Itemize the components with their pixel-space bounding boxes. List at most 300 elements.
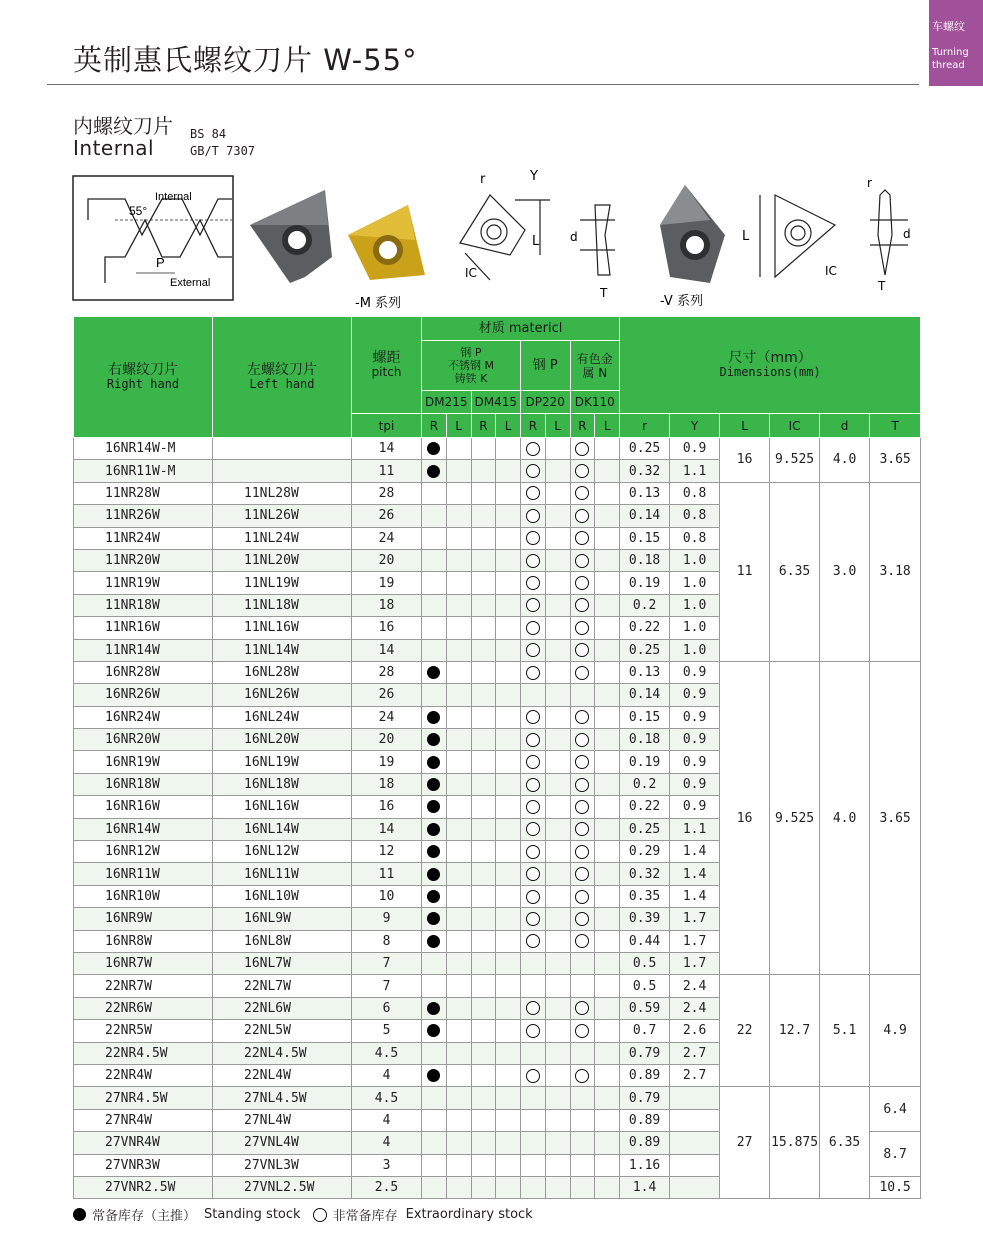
stock-cell — [595, 885, 620, 907]
header-material: 材质 matericl — [422, 317, 620, 341]
stock-cell — [570, 751, 595, 773]
stock-cell — [521, 952, 546, 974]
stock-cell — [496, 1020, 521, 1042]
header-right-zh: 右螺纹刀片 — [108, 362, 178, 378]
extra-stock-icon — [526, 598, 540, 612]
extra-stock-icon — [526, 912, 540, 926]
extra-stock-icon — [526, 554, 540, 568]
stock-cell — [545, 1132, 570, 1154]
stock-cell — [521, 818, 546, 840]
stock-cell — [521, 438, 546, 460]
stock-cell — [446, 617, 471, 639]
stock-cell — [545, 997, 570, 1019]
stock-cell — [471, 908, 496, 930]
stock-cell — [496, 706, 521, 728]
stock-cell — [446, 706, 471, 728]
dim-t: 3.18 — [870, 482, 921, 661]
dim-y: 1.4 — [670, 885, 720, 907]
stock-cell — [496, 796, 521, 818]
stock-cell — [471, 617, 496, 639]
stock-cell — [496, 505, 521, 527]
left-hand-code: 27VNL3W — [213, 1154, 352, 1176]
stock-cell — [471, 1087, 496, 1109]
pitch-tpi: 11 — [352, 460, 422, 482]
stock-cell — [521, 729, 546, 751]
stock-cell — [545, 460, 570, 482]
dim-y: 1.0 — [670, 549, 720, 571]
stock-cell — [496, 863, 521, 885]
stock-cell — [595, 460, 620, 482]
pitch-tpi: 5 — [352, 1020, 422, 1042]
extra-stock-icon — [526, 666, 540, 680]
dim-y: 2.4 — [670, 997, 720, 1019]
stock-cell — [496, 1064, 521, 1086]
stock-cell — [446, 1176, 471, 1198]
dim-d: 6.35 — [820, 1087, 870, 1199]
header-dim-en: Dimensions(mm) — [719, 365, 821, 379]
extra-stock-ring-icon — [313, 1208, 327, 1222]
dim-y: 1.1 — [670, 460, 720, 482]
stock-cell — [471, 885, 496, 907]
dim-r: 0.22 — [620, 796, 670, 818]
table-row — [74, 661, 921, 683]
section-heading-zh: 内螺纹刀片 — [73, 114, 173, 138]
stock-cell — [545, 1176, 570, 1198]
left-hand-code: 11NL18W — [213, 594, 352, 616]
left-hand-code: 27NL4.5W — [213, 1087, 352, 1109]
left-hand-code: 11NL28W — [213, 482, 352, 504]
thread-profile-diagram — [73, 176, 233, 300]
right-hand-code: 16NR9W — [74, 908, 213, 930]
stock-cell — [570, 885, 595, 907]
stock-cell — [422, 930, 447, 952]
extra-stock-icon — [526, 486, 540, 500]
extra-stock-icon — [526, 733, 540, 747]
left-hand-code: 16NL20W — [213, 729, 352, 751]
extra-stock-icon — [526, 464, 540, 478]
stock-cell — [471, 1109, 496, 1131]
standing-stock-icon — [427, 912, 440, 925]
stock-cell — [496, 751, 521, 773]
section-tab-en-1: Turning — [932, 47, 969, 58]
dim-r: 0.14 — [620, 505, 670, 527]
stock-cell — [446, 885, 471, 907]
stock-cell — [446, 527, 471, 549]
pitch-tpi: 2.5 — [352, 1176, 422, 1198]
stock-cell — [570, 460, 595, 482]
stock-cell — [545, 796, 570, 818]
stock-cell — [496, 952, 521, 974]
stock-cell — [496, 975, 521, 997]
stock-cell — [595, 997, 620, 1019]
stock-cell — [422, 1020, 447, 1042]
left-hand-code: 22NL5W — [213, 1020, 352, 1042]
right-hand-code: 16NR14W-M — [74, 438, 213, 460]
label-internal: Internal — [155, 191, 192, 203]
stock-cell — [521, 908, 546, 930]
pitch-tpi: 20 — [352, 729, 422, 751]
extra-stock-icon — [526, 890, 540, 904]
right-hand-code: 11NR24W — [74, 527, 213, 549]
label-y-m: Y — [530, 169, 538, 184]
stock-cell — [521, 885, 546, 907]
stock-cell — [595, 684, 620, 706]
dim-r: 0.18 — [620, 549, 670, 571]
header-rl: L — [545, 414, 570, 438]
dim-y: 0.9 — [670, 706, 720, 728]
stock-cell — [471, 1154, 496, 1176]
insert-m-side-view — [580, 205, 615, 275]
dim-r: 0.2 — [620, 773, 670, 795]
dim-r: 0.32 — [620, 460, 670, 482]
legend-standing-en: Standing stock — [204, 1207, 301, 1222]
dim-t: 3.65 — [870, 661, 921, 974]
grp3-line-1: 有色金 — [576, 351, 613, 366]
stock-cell — [570, 482, 595, 504]
stock-cell — [521, 1042, 546, 1064]
dim-l: 27 — [720, 1087, 770, 1199]
stock-cell — [521, 1132, 546, 1154]
extra-stock-icon — [575, 643, 589, 657]
stock-cell — [446, 572, 471, 594]
stock-cell — [471, 751, 496, 773]
right-hand-code: 16NR11W — [74, 863, 213, 885]
stock-cell — [570, 1154, 595, 1176]
standing-stock-icon — [427, 666, 440, 679]
stock-cell — [446, 460, 471, 482]
right-hand-code: 11NR18W — [74, 594, 213, 616]
stock-cell — [471, 1020, 496, 1042]
stock-cell — [446, 661, 471, 683]
stock-cell — [595, 1064, 620, 1086]
header-dim-zh: 尺寸（mm） — [728, 350, 812, 366]
insert-v-grey-image — [660, 185, 725, 283]
stock-cell — [496, 684, 521, 706]
header-material-group-2: 钢 P — [521, 341, 571, 391]
header-rl: L — [496, 414, 521, 438]
title-divider — [47, 84, 919, 85]
pitch-tpi: 24 — [352, 527, 422, 549]
stock-cell — [570, 930, 595, 952]
table-row — [74, 1087, 921, 1109]
header-dim-d: d — [820, 414, 870, 438]
dim-y — [670, 1176, 720, 1198]
dim-r: 0.59 — [620, 997, 670, 1019]
stock-cell — [595, 706, 620, 728]
stock-cell — [521, 527, 546, 549]
stock-cell — [570, 841, 595, 863]
pitch-tpi: 11 — [352, 863, 422, 885]
stock-cell — [545, 639, 570, 661]
extra-stock-icon — [575, 710, 589, 724]
stock-cell — [570, 438, 595, 460]
dim-r: 0.18 — [620, 729, 670, 751]
stock-cell — [471, 796, 496, 818]
right-hand-code: 27NR4W — [74, 1109, 213, 1131]
header-rl: R — [570, 414, 595, 438]
dim-ic: 9.525 — [770, 438, 820, 483]
dim-ic: 6.35 — [770, 482, 820, 661]
stock-cell — [446, 975, 471, 997]
header-dim-t: T — [870, 414, 921, 438]
stock-cell — [545, 818, 570, 840]
stock-cell — [545, 908, 570, 930]
right-hand-code: 16NR24W — [74, 706, 213, 728]
left-hand-code: 22NL7W — [213, 975, 352, 997]
stock-cell — [570, 1042, 595, 1064]
stock-cell — [545, 751, 570, 773]
stock-cell — [496, 729, 521, 751]
right-hand-code: 16NR26W — [74, 684, 213, 706]
dim-r: 0.2 — [620, 594, 670, 616]
extra-stock-icon — [575, 1069, 589, 1083]
standard-bs: BS 84 — [190, 127, 227, 141]
stock-cell — [570, 661, 595, 683]
pitch-tpi: 12 — [352, 841, 422, 863]
stock-cell — [496, 1042, 521, 1064]
pitch-tpi: 18 — [352, 594, 422, 616]
pitch-tpi: 9 — [352, 908, 422, 930]
extra-stock-icon — [575, 755, 589, 769]
stock-cell — [471, 639, 496, 661]
extra-stock-icon — [526, 778, 540, 792]
right-hand-code: 11NR26W — [74, 505, 213, 527]
right-hand-code: 16NR12W — [74, 841, 213, 863]
dim-r: 0.89 — [620, 1064, 670, 1086]
extra-stock-icon — [526, 621, 540, 635]
header-dim-l: L — [720, 414, 770, 438]
stock-cell — [446, 1064, 471, 1086]
pitch-tpi: 14 — [352, 438, 422, 460]
stock-cell — [570, 572, 595, 594]
left-hand-code: 27NL4W — [213, 1109, 352, 1131]
stock-cell — [496, 997, 521, 1019]
right-hand-code: 16NR14W — [74, 818, 213, 840]
stock-cell — [521, 661, 546, 683]
stock-cell — [446, 796, 471, 818]
stock-cell — [422, 863, 447, 885]
dim-r: 0.79 — [620, 1042, 670, 1064]
standing-stock-icon — [427, 845, 440, 858]
stock-cell — [446, 751, 471, 773]
dim-r: 0.13 — [620, 661, 670, 683]
standing-stock-icon — [427, 1002, 440, 1015]
stock-cell — [545, 527, 570, 549]
legend-extra-zh: 非常备库存 — [332, 1209, 398, 1224]
pitch-tpi: 24 — [352, 706, 422, 728]
pitch-tpi: 10 — [352, 885, 422, 907]
stock-cell — [471, 863, 496, 885]
right-hand-code: 16NR11W-M — [74, 460, 213, 482]
stock-cell — [595, 572, 620, 594]
stock-cell — [595, 1176, 620, 1198]
pitch-tpi: 16 — [352, 617, 422, 639]
left-hand-code — [213, 438, 352, 460]
stock-cell — [422, 594, 447, 616]
dim-y: 0.9 — [670, 684, 720, 706]
stock-cell — [422, 997, 447, 1019]
stock-cell — [422, 818, 447, 840]
label-pitch: P — [156, 255, 165, 270]
dim-r: 0.39 — [620, 908, 670, 930]
label-ic-m: IC — [465, 266, 477, 280]
stock-cell — [521, 482, 546, 504]
stock-cell — [422, 952, 447, 974]
stock-cell — [521, 549, 546, 571]
stock-cell — [595, 505, 620, 527]
stock-cell — [471, 1042, 496, 1064]
stock-cell — [570, 975, 595, 997]
standing-stock-icon — [427, 711, 440, 724]
extra-stock-icon — [575, 890, 589, 904]
stock-cell — [595, 975, 620, 997]
dim-l: 22 — [720, 975, 770, 1087]
stock-cell — [570, 908, 595, 930]
stock-cell — [595, 661, 620, 683]
grp3-line-2: 属 N — [582, 365, 608, 380]
left-hand-code: 27VNL4W — [213, 1132, 352, 1154]
stock-cell — [422, 1042, 447, 1064]
right-hand-code: 11NR16W — [74, 617, 213, 639]
header-left-en: Left hand — [249, 377, 315, 391]
stock-cell — [422, 773, 447, 795]
stock-cell — [545, 729, 570, 751]
extra-stock-icon — [526, 531, 540, 545]
dim-y: 0.9 — [670, 661, 720, 683]
legend-extra-en: Extraordinary stock — [405, 1207, 533, 1222]
dim-y: 1.0 — [670, 594, 720, 616]
stock-cell — [446, 930, 471, 952]
extra-stock-icon — [575, 800, 589, 814]
dim-y: 2.7 — [670, 1042, 720, 1064]
pitch-tpi: 6 — [352, 997, 422, 1019]
dim-y: 1.0 — [670, 639, 720, 661]
stock-cell — [521, 863, 546, 885]
stock-cell — [545, 1154, 570, 1176]
pitch-tpi: 16 — [352, 796, 422, 818]
stock-cell — [446, 1087, 471, 1109]
dim-y: 1.7 — [670, 952, 720, 974]
stock-cell — [595, 482, 620, 504]
extra-stock-icon — [526, 1001, 540, 1015]
extra-stock-icon — [575, 621, 589, 635]
extra-stock-icon — [575, 778, 589, 792]
stock-cell — [595, 1154, 620, 1176]
dim-y: 0.9 — [670, 796, 720, 818]
stock-cell — [446, 773, 471, 795]
stock-cell — [595, 1132, 620, 1154]
stock-cell — [496, 841, 521, 863]
section-tab[interactable] — [929, 0, 983, 86]
stock-cell — [595, 594, 620, 616]
grade-dm415: DM415 — [471, 391, 521, 414]
pitch-tpi: 7 — [352, 975, 422, 997]
stock-cell — [595, 1109, 620, 1131]
pitch-tpi: 26 — [352, 684, 422, 706]
dim-r: 0.35 — [620, 885, 670, 907]
dim-r: 0.89 — [620, 1109, 670, 1131]
stock-cell — [496, 773, 521, 795]
stock-cell — [471, 997, 496, 1019]
stock-cell — [496, 930, 521, 952]
pitch-tpi: 7 — [352, 952, 422, 974]
header-rl: R — [422, 414, 447, 438]
extra-stock-icon — [575, 822, 589, 836]
stock-cell — [545, 438, 570, 460]
stock-cell — [545, 549, 570, 571]
stock-cell — [422, 527, 447, 549]
stock-cell — [545, 572, 570, 594]
left-hand-code: 22NL4W — [213, 1064, 352, 1086]
dim-ic: 9.525 — [770, 661, 820, 974]
stock-cell — [570, 505, 595, 527]
table-row — [74, 975, 921, 997]
stock-cell — [521, 639, 546, 661]
pitch-tpi: 4.5 — [352, 1087, 422, 1109]
left-hand-code: 11NL16W — [213, 617, 352, 639]
extra-stock-icon — [526, 643, 540, 657]
right-hand-code: 27VNR4W — [74, 1132, 213, 1154]
stock-cell — [471, 975, 496, 997]
stock-cell — [446, 818, 471, 840]
stock-cell — [545, 505, 570, 527]
dim-l: 16 — [720, 438, 770, 483]
dim-y: 1.7 — [670, 930, 720, 952]
left-hand-code: 16NL8W — [213, 930, 352, 952]
dim-d: 4.0 — [820, 438, 870, 483]
stock-cell — [570, 1109, 595, 1131]
stock-cell — [446, 1109, 471, 1131]
right-hand-code: 16NR7W — [74, 952, 213, 974]
stock-cell — [446, 997, 471, 1019]
stock-cell — [496, 482, 521, 504]
dim-r: 0.25 — [620, 438, 670, 460]
right-hand-code: 22NR4W — [74, 1064, 213, 1086]
extra-stock-icon — [526, 822, 540, 836]
dim-r: 0.13 — [620, 482, 670, 504]
stock-cell — [595, 930, 620, 952]
left-hand-code: 11NL26W — [213, 505, 352, 527]
label-r-m: r — [480, 172, 486, 187]
stock-cell — [446, 1154, 471, 1176]
stock-cell — [471, 706, 496, 728]
stock-cell — [446, 505, 471, 527]
stock-cell — [446, 549, 471, 571]
extra-stock-icon — [526, 1024, 540, 1038]
header-pitch — [352, 317, 422, 414]
stock-cell — [521, 1109, 546, 1131]
right-hand-code: 27NR4.5W — [74, 1087, 213, 1109]
pitch-tpi: 14 — [352, 818, 422, 840]
stock-cell — [471, 1064, 496, 1086]
stock-cell — [545, 1020, 570, 1042]
stock-cell — [422, 438, 447, 460]
stock-cell — [446, 1020, 471, 1042]
stock-cell — [422, 975, 447, 997]
dim-y: 0.9 — [670, 773, 720, 795]
standing-stock-icon — [427, 890, 440, 903]
pitch-tpi: 3 — [352, 1154, 422, 1176]
stock-cell — [446, 438, 471, 460]
left-hand-code: 22NL4.5W — [213, 1042, 352, 1064]
extra-stock-icon — [575, 442, 589, 456]
stock-cell — [446, 841, 471, 863]
stock-cell — [422, 549, 447, 571]
stock-cell — [471, 930, 496, 952]
extra-stock-icon — [526, 576, 540, 590]
stock-cell — [521, 1176, 546, 1198]
header-dim-y: Y — [670, 414, 720, 438]
